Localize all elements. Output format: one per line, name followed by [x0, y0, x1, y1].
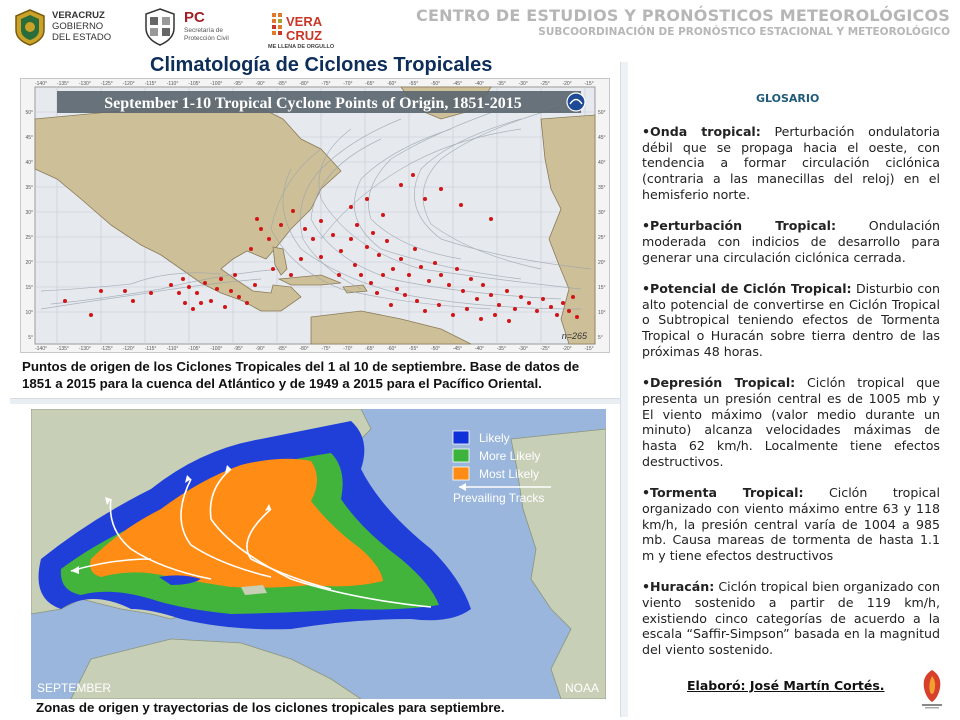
tick-label: 40° — [25, 160, 33, 166]
tick-label: -95° — [233, 346, 243, 352]
origin-zones-map — [31, 409, 606, 699]
tick-label: 10° — [25, 310, 33, 316]
tick-label: -90° — [255, 346, 265, 352]
tick-label: -105° — [188, 81, 201, 87]
tick-label: -25° — [540, 346, 550, 352]
tick-label: -70° — [343, 81, 353, 87]
legend-swatch — [453, 449, 469, 462]
veracruz-brand-tagline: ME LLENA DE ORGULLO — [268, 44, 335, 50]
tick-label: -40° — [474, 346, 485, 352]
section-divider — [10, 398, 620, 404]
legend-label: More Likely — [479, 449, 541, 463]
tick-label: -120° — [122, 346, 135, 352]
tick-label: -85° — [277, 81, 287, 87]
tick-label: -130° — [78, 346, 91, 352]
tick-label: 45° — [25, 135, 33, 141]
glossary-term: •Perturbación Tropical: — [642, 218, 837, 234]
veracruz-seal-icon — [12, 8, 48, 46]
proteccion-civil-small-logo — [918, 668, 946, 710]
legend-label: Likely — [479, 431, 510, 445]
tick-label: 30° — [25, 210, 33, 216]
veracruz-brand-logo — [268, 6, 338, 50]
origin-zones-map-svg — [31, 409, 606, 699]
tick-label: -110° — [166, 346, 179, 352]
veracruz-government-logo — [12, 6, 120, 50]
tick-label: -120° — [122, 81, 135, 87]
column-divider — [620, 62, 628, 717]
tick-label: -95° — [233, 81, 243, 87]
page-header — [0, 0, 960, 58]
author-credit: Elaboró: José Martín Cortés. — [687, 678, 885, 693]
tick-label: -115° — [144, 81, 157, 87]
tick-label: 10° — [598, 310, 606, 316]
noaa-logo-icon — [567, 93, 585, 111]
tick-label: -50° — [430, 346, 441, 352]
legend-swatch — [453, 431, 469, 444]
origin-points-map — [20, 78, 610, 353]
veracruz-brand-mark — [270, 10, 336, 46]
tick-label: 15° — [598, 285, 606, 291]
tick-label: 5° — [598, 335, 603, 341]
tick-label: -40° — [474, 81, 485, 87]
tick-label: -75° — [321, 346, 331, 352]
glossary-item — [642, 579, 940, 658]
map2-month-label: SEPTEMBER — [37, 681, 112, 695]
tick-label: -135° — [56, 81, 69, 87]
tick-label: -100° — [210, 81, 223, 87]
tick-label: -45° — [452, 81, 463, 87]
page-title: Climatología de Ciclones Tropicales — [150, 54, 493, 76]
map2-source-label: NOAA — [564, 681, 599, 695]
legend-label: Most Likely — [479, 467, 540, 481]
veracruz-logo-line1: VERACRUZ — [52, 10, 105, 21]
tick-label: -100° — [210, 346, 223, 352]
tick-label: -75° — [321, 81, 331, 87]
tick-label: -80° — [299, 81, 309, 87]
tick-label: -15° — [584, 81, 594, 87]
proteccion-civil-logo — [144, 6, 254, 50]
header-title: CENTRO DE ESTUDIOS Y PRONÓSTICOS METEOROLÓGICOS — [416, 6, 950, 25]
tick-label: 20° — [25, 260, 33, 266]
glossary-definition: Ondulación moderada con indicios de desarrollo para generar una circulación ciclónica cerrada. — [642, 218, 941, 265]
tick-label: -140° — [34, 346, 48, 352]
pc-shield-icon — [144, 8, 176, 46]
veracruz-logo-line3: DEL ESTADO — [52, 32, 112, 43]
tick-label: -20° — [562, 346, 572, 352]
map1-caption: Puntos de origen de los Ciclones Tropicales del 1 al 10 de septiembre. Base de datos de 1851 a 2015 para la cuenca del Atlántico y de 1949 a 2015 para el Pacífico Oriental. — [22, 359, 580, 391]
tick-label: -125° — [100, 346, 113, 352]
tick-label: -55° — [409, 81, 419, 87]
tick-label: -130° — [78, 81, 91, 87]
tick-label: 45° — [598, 135, 606, 141]
tick-label: 35° — [598, 185, 606, 191]
glossary-item — [642, 218, 940, 265]
tick-label: -25° — [540, 81, 550, 87]
tick-label: 15° — [25, 285, 33, 291]
glossary-term: •Huracán: — [642, 579, 715, 595]
tick-label: -80° — [299, 346, 309, 352]
tick-label: 25° — [598, 235, 606, 241]
veracruz-logo-line2: GOBIERNO — [52, 21, 104, 32]
tick-label: 20° — [598, 260, 606, 266]
glossary-definition: Disturbio con alto potencial de convertirse en Ciclón Tropical o Subtropical teniendo efectos de Tormenta Tropical o Huracán sobre tierra dentro de las próximas 48 horas. — [642, 281, 940, 359]
tick-label: -140° — [34, 81, 48, 87]
glossary-item — [642, 375, 940, 469]
glossary-item — [642, 281, 940, 360]
header-subtitle: SUBCOORDINACIÓN DE PRONÓSTICO ESTACIONAL Y METEOROLÓGICO — [538, 26, 950, 38]
tick-label: -135° — [56, 346, 69, 352]
tick-label: 50° — [598, 110, 606, 116]
tick-label: 35° — [25, 185, 33, 191]
svg-text:VERA: VERA — [286, 14, 323, 29]
tick-label: -15° — [584, 346, 594, 352]
glossary-definition: Ciclón tropical que presenta un presión central es de 1005 mb y El viento máximo (valor medio durante un minuto) alcanza velocidades máximas de hasta 62 km/h. Localmente tiene efectos destructivos. — [642, 375, 940, 469]
tick-label: -55° — [409, 346, 419, 352]
glossary-definition: Ciclón tropical bien organizado con viento sostenido a partir de 119 km/h, existiendo cinco categorías de acuerdo a la escala “Saffir-Simpson” basada en la magnitud del viento sostenido. — [642, 579, 940, 658]
tick-label: -110° — [166, 81, 179, 87]
tick-label: -30° — [518, 81, 528, 87]
tick-label: 5° — [28, 335, 33, 341]
tick-label: -85° — [277, 346, 287, 352]
tick-label: -65° — [365, 346, 375, 352]
svg-text:CRUZ: CRUZ — [286, 28, 323, 43]
glossary-term: •Tormenta Tropical: — [642, 485, 804, 501]
glossary-item — [642, 485, 940, 564]
map1-banner: September 1-10 Tropical Cyclone Points of Origin, 1851-2015 — [104, 95, 522, 112]
legend-tracks-label: Prevailing Tracks — [453, 491, 545, 505]
tick-label: -60° — [387, 346, 397, 352]
tick-label: -90° — [255, 81, 265, 87]
glossary-definition: Perturbación ondulatoria débil que se propaga hacia el oeste, con tendencia a formar circulación ciclónica (contraria a las manecillas del reloj) en el hemisferio norte. — [642, 124, 940, 202]
tick-label: -65° — [365, 81, 375, 87]
tick-label: -60° — [387, 81, 397, 87]
tick-label: -45° — [452, 346, 463, 352]
pc-logo-line1: Secretaría de — [184, 27, 224, 34]
tick-label: -35° — [496, 81, 506, 87]
glossary-definition: Ciclón tropical organizado con viento máximo entre 63 y 118 km/h, la presión central varía de 1004 a 985 mb. Causa mareas de tormenta de hasta 1.1 m y tiene efectos destructivos — [642, 485, 940, 563]
glossary-term: •Onda tropical: — [642, 124, 761, 139]
tick-label: 40° — [598, 160, 606, 166]
tick-label: 30° — [598, 210, 606, 216]
legend-swatch — [453, 467, 469, 480]
tick-label: -105° — [188, 346, 201, 352]
glossary-list — [642, 124, 940, 674]
glossary-item — [642, 124, 940, 203]
glossary-title: GLOSARIO — [756, 92, 820, 105]
tick-label: -20° — [562, 81, 572, 87]
glossary-term: •Potencial de Ciclón Tropical: — [642, 281, 852, 296]
tick-label: 25° — [25, 235, 33, 241]
tick-label: -30° — [518, 346, 528, 352]
map2-caption: Zonas de origen y trayectorias de los ciclones tropicales para septiembre. — [36, 700, 505, 715]
map1-count-label: n=265 — [561, 331, 587, 341]
tick-label: -70° — [343, 346, 353, 352]
pc-logo-title: PC — [184, 9, 205, 26]
tick-label: -125° — [100, 81, 113, 87]
tick-label: -115° — [144, 346, 157, 352]
origin-points-map-svg — [21, 79, 609, 352]
glossary-term: •Depresión Tropical: — [642, 375, 796, 391]
tick-label: -35° — [496, 346, 506, 352]
pc-logo-line2: Protección Civil — [184, 34, 229, 42]
tick-label: -50° — [430, 81, 441, 87]
tick-label: 50° — [25, 110, 33, 116]
